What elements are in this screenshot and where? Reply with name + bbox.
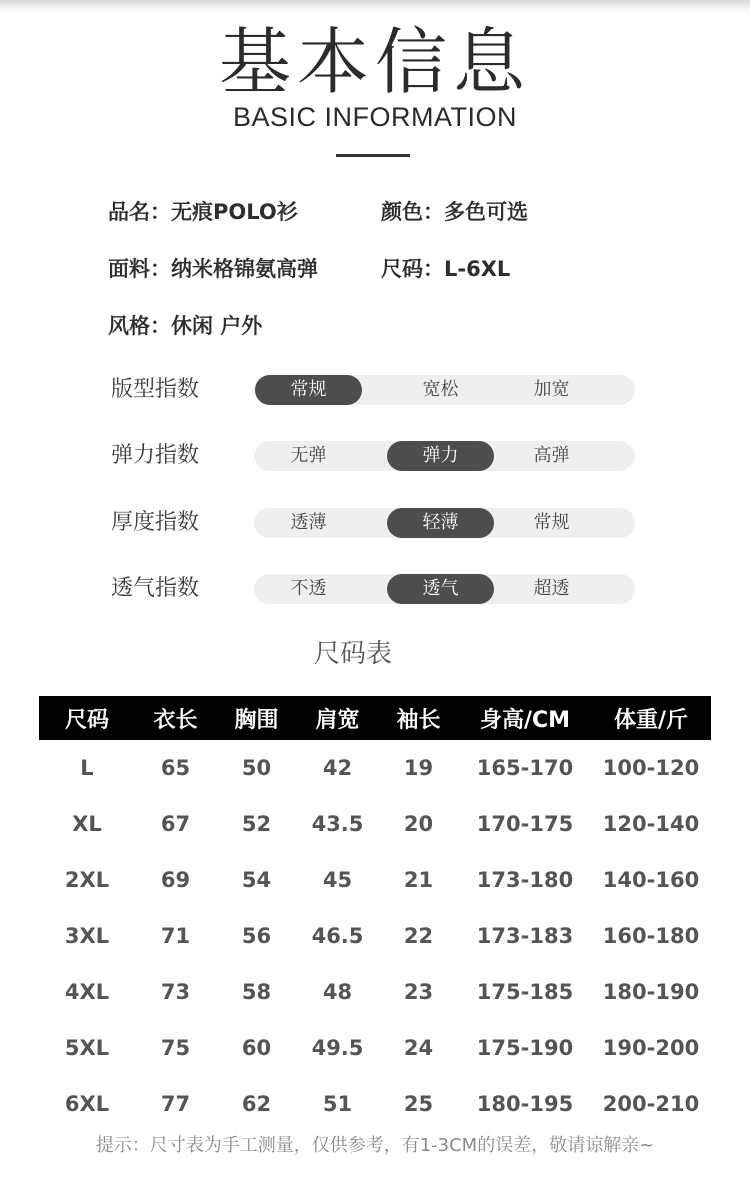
index-label-thickness: 厚度指数: [111, 510, 200, 535]
table-row: [39, 908, 711, 964]
size-chart-body: [39, 740, 711, 1132]
index-option-selected: 透气: [387, 574, 494, 604]
table-cell: 5XL: [64, 1036, 110, 1060]
column-header: 体重/斤: [591, 696, 711, 740]
info-product-name: 品名：无痕POLO衫: [108, 200, 298, 224]
index-label-breathability: 透气指数: [111, 576, 200, 601]
table-cell: XL: [72, 812, 102, 836]
table-cell: 140-160: [602, 868, 700, 892]
info-fabric: 面料：纳米格锦氨高弹: [108, 257, 318, 281]
column-header: 身高/CM: [459, 696, 591, 740]
table-cell: 22: [403, 924, 434, 948]
table-cell: 180-195: [476, 1092, 574, 1116]
index-option: 超透: [533, 578, 570, 599]
table-cell: 100-120: [602, 756, 700, 780]
table-row: [39, 964, 711, 1020]
table-cell: 69: [160, 868, 191, 892]
table-cell: L: [80, 756, 94, 780]
index-scale-stretch: [254, 441, 635, 471]
table-cell: 67: [160, 812, 191, 836]
column-header: 衣长: [135, 696, 216, 740]
table-cell: 173-183: [476, 924, 574, 948]
table-cell: 165-170: [476, 756, 574, 780]
size-chart-table: [39, 696, 711, 1132]
table-cell: 71: [160, 924, 191, 948]
table-cell: 52: [241, 812, 272, 836]
table-cell: 20: [403, 812, 434, 836]
table-cell: 50: [241, 756, 272, 780]
index-option: 无弹: [290, 445, 327, 466]
column-header: 胸围: [216, 696, 297, 740]
table-cell: 180-190: [602, 980, 700, 1004]
table-row: [39, 852, 711, 908]
index-option: 高弹: [533, 445, 570, 466]
table-cell: 170-175: [476, 812, 574, 836]
table-cell: 190-200: [602, 1036, 700, 1060]
index-option: 透薄: [290, 512, 327, 533]
table-cell: 75: [160, 1036, 191, 1060]
table-cell: 6XL: [64, 1092, 110, 1116]
index-label-stretch: 弹力指数: [111, 443, 200, 468]
table-cell: 24: [403, 1036, 434, 1060]
table-cell: 49.5: [311, 1036, 364, 1060]
table-row: [39, 1076, 711, 1132]
index-option-selected: 轻薄: [387, 508, 494, 538]
table-cell: 160-180: [602, 924, 700, 948]
table-cell: 173-180: [476, 868, 574, 892]
table-cell: 2XL: [64, 868, 110, 892]
table-cell: 65: [160, 756, 191, 780]
index-option: 加宽: [533, 379, 570, 400]
column-header: 尺码: [39, 696, 135, 740]
title-divider: [336, 154, 410, 157]
table-cell: 45: [322, 868, 353, 892]
table-cell: 46.5: [311, 924, 364, 948]
table-cell: 4XL: [64, 980, 110, 1004]
table-cell: 56: [241, 924, 272, 948]
size-chart-header-row: [39, 696, 711, 740]
table-cell: 54: [241, 868, 272, 892]
table-row: [39, 796, 711, 852]
table-cell: 62: [241, 1092, 272, 1116]
table-cell: 60: [241, 1036, 272, 1060]
table-cell: 43.5: [311, 812, 364, 836]
table-cell: 21: [403, 868, 434, 892]
section-title-english: BASIC INFORMATION: [232, 102, 517, 132]
index-option: 宽松: [422, 379, 459, 400]
table-cell: 77: [160, 1092, 191, 1116]
table-row: [39, 740, 711, 796]
table-cell: 175-190: [476, 1036, 574, 1060]
table-cell: 25: [403, 1092, 434, 1116]
info-size-range: 尺码：L-6XL: [381, 257, 511, 281]
table-cell: 48: [322, 980, 353, 1004]
index-label-fit: 版型指数: [111, 377, 200, 402]
index-scale-thickness: [254, 508, 635, 538]
index-option: 不透: [290, 578, 327, 599]
index-scale-breathability: [254, 574, 635, 604]
table-cell: 19: [403, 756, 434, 780]
index-scale-fit: [254, 375, 635, 405]
table-cell: 175-185: [476, 980, 574, 1004]
column-header: 肩宽: [297, 696, 378, 740]
table-cell: 58: [241, 980, 272, 1004]
index-option-selected: 弹力: [387, 441, 494, 471]
index-option-selected: 常规: [255, 375, 362, 405]
column-header: 袖长: [378, 696, 459, 740]
table-cell: 3XL: [64, 924, 110, 948]
section-title-chinese: 基本信息: [218, 20, 531, 104]
table-cell: 42: [322, 756, 353, 780]
table-cell: 23: [403, 980, 434, 1004]
top-shadow: [0, 0, 750, 14]
index-option: 常规: [533, 512, 570, 533]
info-color: 颜色：多色可选: [381, 200, 528, 224]
table-row: [39, 1020, 711, 1076]
table-cell: 200-210: [602, 1092, 700, 1116]
info-style: 风格：休闲 户外: [108, 314, 263, 338]
size-chart-title: 尺码表: [313, 639, 392, 669]
table-cell: 51: [322, 1092, 353, 1116]
table-cell: 120-140: [602, 812, 700, 836]
measurement-note: 提示：尺寸表为手工测量，仅供参考，有1-3CM的误差，敬请谅解亲~: [95, 1135, 655, 1156]
table-cell: 73: [160, 980, 191, 1004]
